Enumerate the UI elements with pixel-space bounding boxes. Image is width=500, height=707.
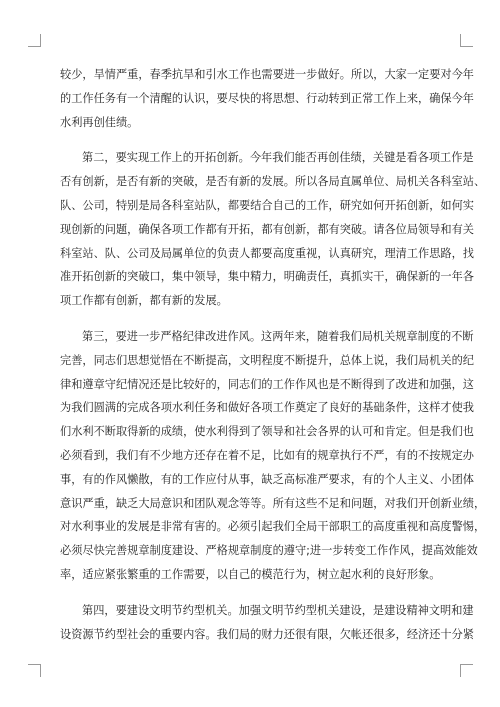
crop-mark-bottom-left xyxy=(28,664,41,677)
text-line: 较少，旱情严重，春季抗旱和引水工作也需要进一步做好。所以，大家一定要对今年 xyxy=(60,68,474,81)
paragraph xyxy=(60,146,486,313)
text-line: 为我们圆满的完成各项水利任务和做好各项工作奠定了良好的基础条件，这样才使我 xyxy=(60,401,474,415)
text-line: 准开拓创新的突破口，集中领导，集中精力，明确责任，真抓实干，确保新的一年各 xyxy=(60,270,474,284)
crop-mark-top-right xyxy=(460,34,473,47)
paragraph xyxy=(60,63,474,134)
paragraph xyxy=(60,325,486,587)
text-line: 科室站、队、公司及局属单位的负责人都要高度重视，认真研究，理清工作思路，找 xyxy=(60,246,474,260)
crop-mark-top-left xyxy=(28,34,41,47)
text-line: 水利再创佳绩。 xyxy=(60,115,139,129)
text-line: 第三，要进一步严格纪律改进作风。这两年来，随着我们局机关规章制度的不断 xyxy=(82,329,474,343)
text-line: 第四，要建设文明节约型机关。加强文明节约型机关建设，是建设精神文明和建 xyxy=(82,603,474,617)
text-line: 意识严重，缺乏大局意识和团队观念等等。所有这些不足和问题，对我们开创新业绩， xyxy=(60,496,486,510)
text-line: 项工作都有创新，都有新的发展。 xyxy=(60,294,228,308)
text-line: 完善，同志们思想觉悟在不断提高，文明程度不断提升，总体上说，我们局机关的纪 xyxy=(60,353,474,367)
text-line: 率，适应紧张繁重的工作需要，以自己的模范行为，树立起水利的良好形象。 xyxy=(60,567,441,581)
text-line: 否有创新，是否有新的突破，是否有新的发展。所以各局直属单位、局机关各科室站、 xyxy=(60,175,486,189)
text-line: 队、公司，特别是局各科室站队，都要结合自己的工作，研究如何开拓创新，如何实 xyxy=(60,198,474,212)
text-line: 的工作任务有一个清醒的认识，要尽快的将思想、行动转到正常工作上来，确保今年 xyxy=(60,91,474,105)
text-line: 们水利不断取得新的成绩，使水利得到了领导和社会各界的认可和肯定。但是我们也 xyxy=(60,425,474,439)
paragraph xyxy=(60,599,474,647)
text-line: 必须看到，我们有不少地方还存在着不足，比如有的规章执行不严，有的不按规定办 xyxy=(60,448,474,462)
text-line: 第二，要实现工作上的开拓创新。今年我们能否再创佳绩，关键是看各项工作是 xyxy=(82,151,474,165)
text-line: 设资源节约型社会的重要内容。我们局的财力还很有限，欠帐还很多，经济还十分紧 xyxy=(60,627,474,641)
document-body xyxy=(60,63,486,646)
text-line: 律和遵章守纪情况还是比较好的，同志们的工作作风也是不断得到了改进和加强，这 xyxy=(60,377,474,391)
text-line: 事，有的作风懒散，有的工作应付从事，缺乏高标准严要求，有的个人主义、小团体 xyxy=(60,472,474,486)
crop-mark-bottom-right xyxy=(460,664,473,677)
text-line: 必须尽快完善规章制度建设、严格规章制度的遵守;进一步转变工作作风，提高效能效 xyxy=(60,544,478,558)
text-line: 对水利事业的发展是非常有害的。必须引起我们全局干部职工的高度重视和高度警惕， xyxy=(60,520,486,534)
text-line: 现创新的问题，确保各项工作都有开拓，都有创新，都有突破。请各位局领导和有关 xyxy=(60,222,474,236)
